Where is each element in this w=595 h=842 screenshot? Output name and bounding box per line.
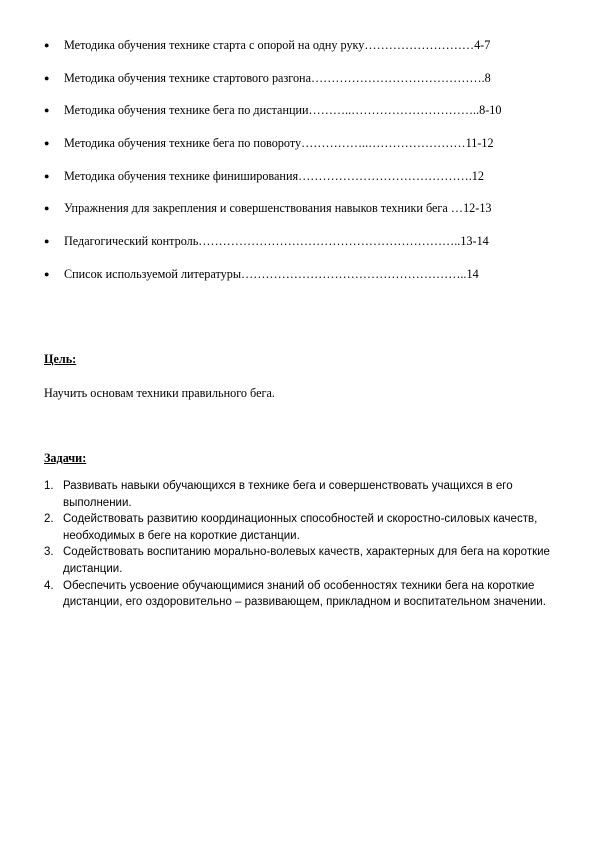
- toc-item-text: Методика обучения технике бега по повороту……………..……………………11-12: [64, 136, 494, 151]
- table-of-contents: [44, 38, 564, 300]
- toc-item-text: Упражнения для закрепления и совершенствования навыков техники бега …12-13: [64, 201, 492, 216]
- bullet-icon: ●: [44, 72, 50, 83]
- task-text: Содействовать воспитанию морально-волевых качеств, характерных для бега на короткие дистанции.: [63, 546, 550, 575]
- toc-item-text: Педагогический контроль………………………………………………………..13-14: [64, 234, 489, 249]
- toc-item: [44, 38, 564, 71]
- task-number: 4.: [44, 579, 54, 592]
- bullet-icon: ●: [44, 138, 50, 149]
- toc-item: [44, 234, 564, 267]
- toc-item-text: Методика обучения технике старта с опорой на одну руку………………………4-7: [64, 38, 491, 52]
- bullet-icon: ●: [44, 268, 50, 279]
- toc-item: [44, 136, 564, 169]
- toc-item: [44, 267, 564, 300]
- task-text: Развивать навыки обучающихся в технике бега и совершенствовать учащихся в его выполнении.: [63, 480, 513, 509]
- tasks-heading: Задачи:: [44, 451, 87, 465]
- toc-item: [44, 71, 564, 104]
- task-item: [44, 478, 564, 511]
- toc-item: [44, 103, 564, 136]
- bullet-icon: ●: [44, 170, 50, 181]
- task-text: Обеспечить усвоение обучающимися знаний об особенностях техники бега на короткие дистанции, его оздоровительно – развивающем, прикладном и воспитательном значении.: [63, 579, 546, 609]
- task-number: 3.: [44, 546, 54, 559]
- bullet-icon: ●: [44, 203, 50, 214]
- goal-text: Научить основам техники правильного бега.: [44, 386, 275, 400]
- bullet-icon: ●: [44, 105, 50, 116]
- toc-item: [44, 169, 564, 202]
- goal-heading: Цель:: [44, 352, 77, 366]
- toc-item-text: Список используемой литературы………………………………………………..14: [64, 266, 479, 281]
- tasks-list: [44, 478, 564, 611]
- task-item: [44, 578, 564, 611]
- toc-item-text: Методика обучения технике финиширования…………………………………….12: [64, 168, 484, 183]
- task-item: [44, 511, 564, 544]
- task-text: Содействовать развитию координационных способностей и скоростно-силовых качеств, необходимых в беге на короткие дистанции.: [63, 513, 538, 542]
- bullet-icon: ●: [44, 40, 50, 50]
- toc-item-text: Методика обучения технике бега по дистанции………..…………………………..8-10: [64, 103, 502, 118]
- toc-item: [44, 201, 564, 234]
- task-number: 2.: [44, 513, 54, 526]
- task-item: [44, 544, 564, 577]
- bullet-icon: ●: [44, 236, 50, 247]
- toc-item-text: Методика обучения технике стартового разгона…………………………………….8: [64, 70, 491, 85]
- task-number: 1.: [44, 480, 54, 492]
